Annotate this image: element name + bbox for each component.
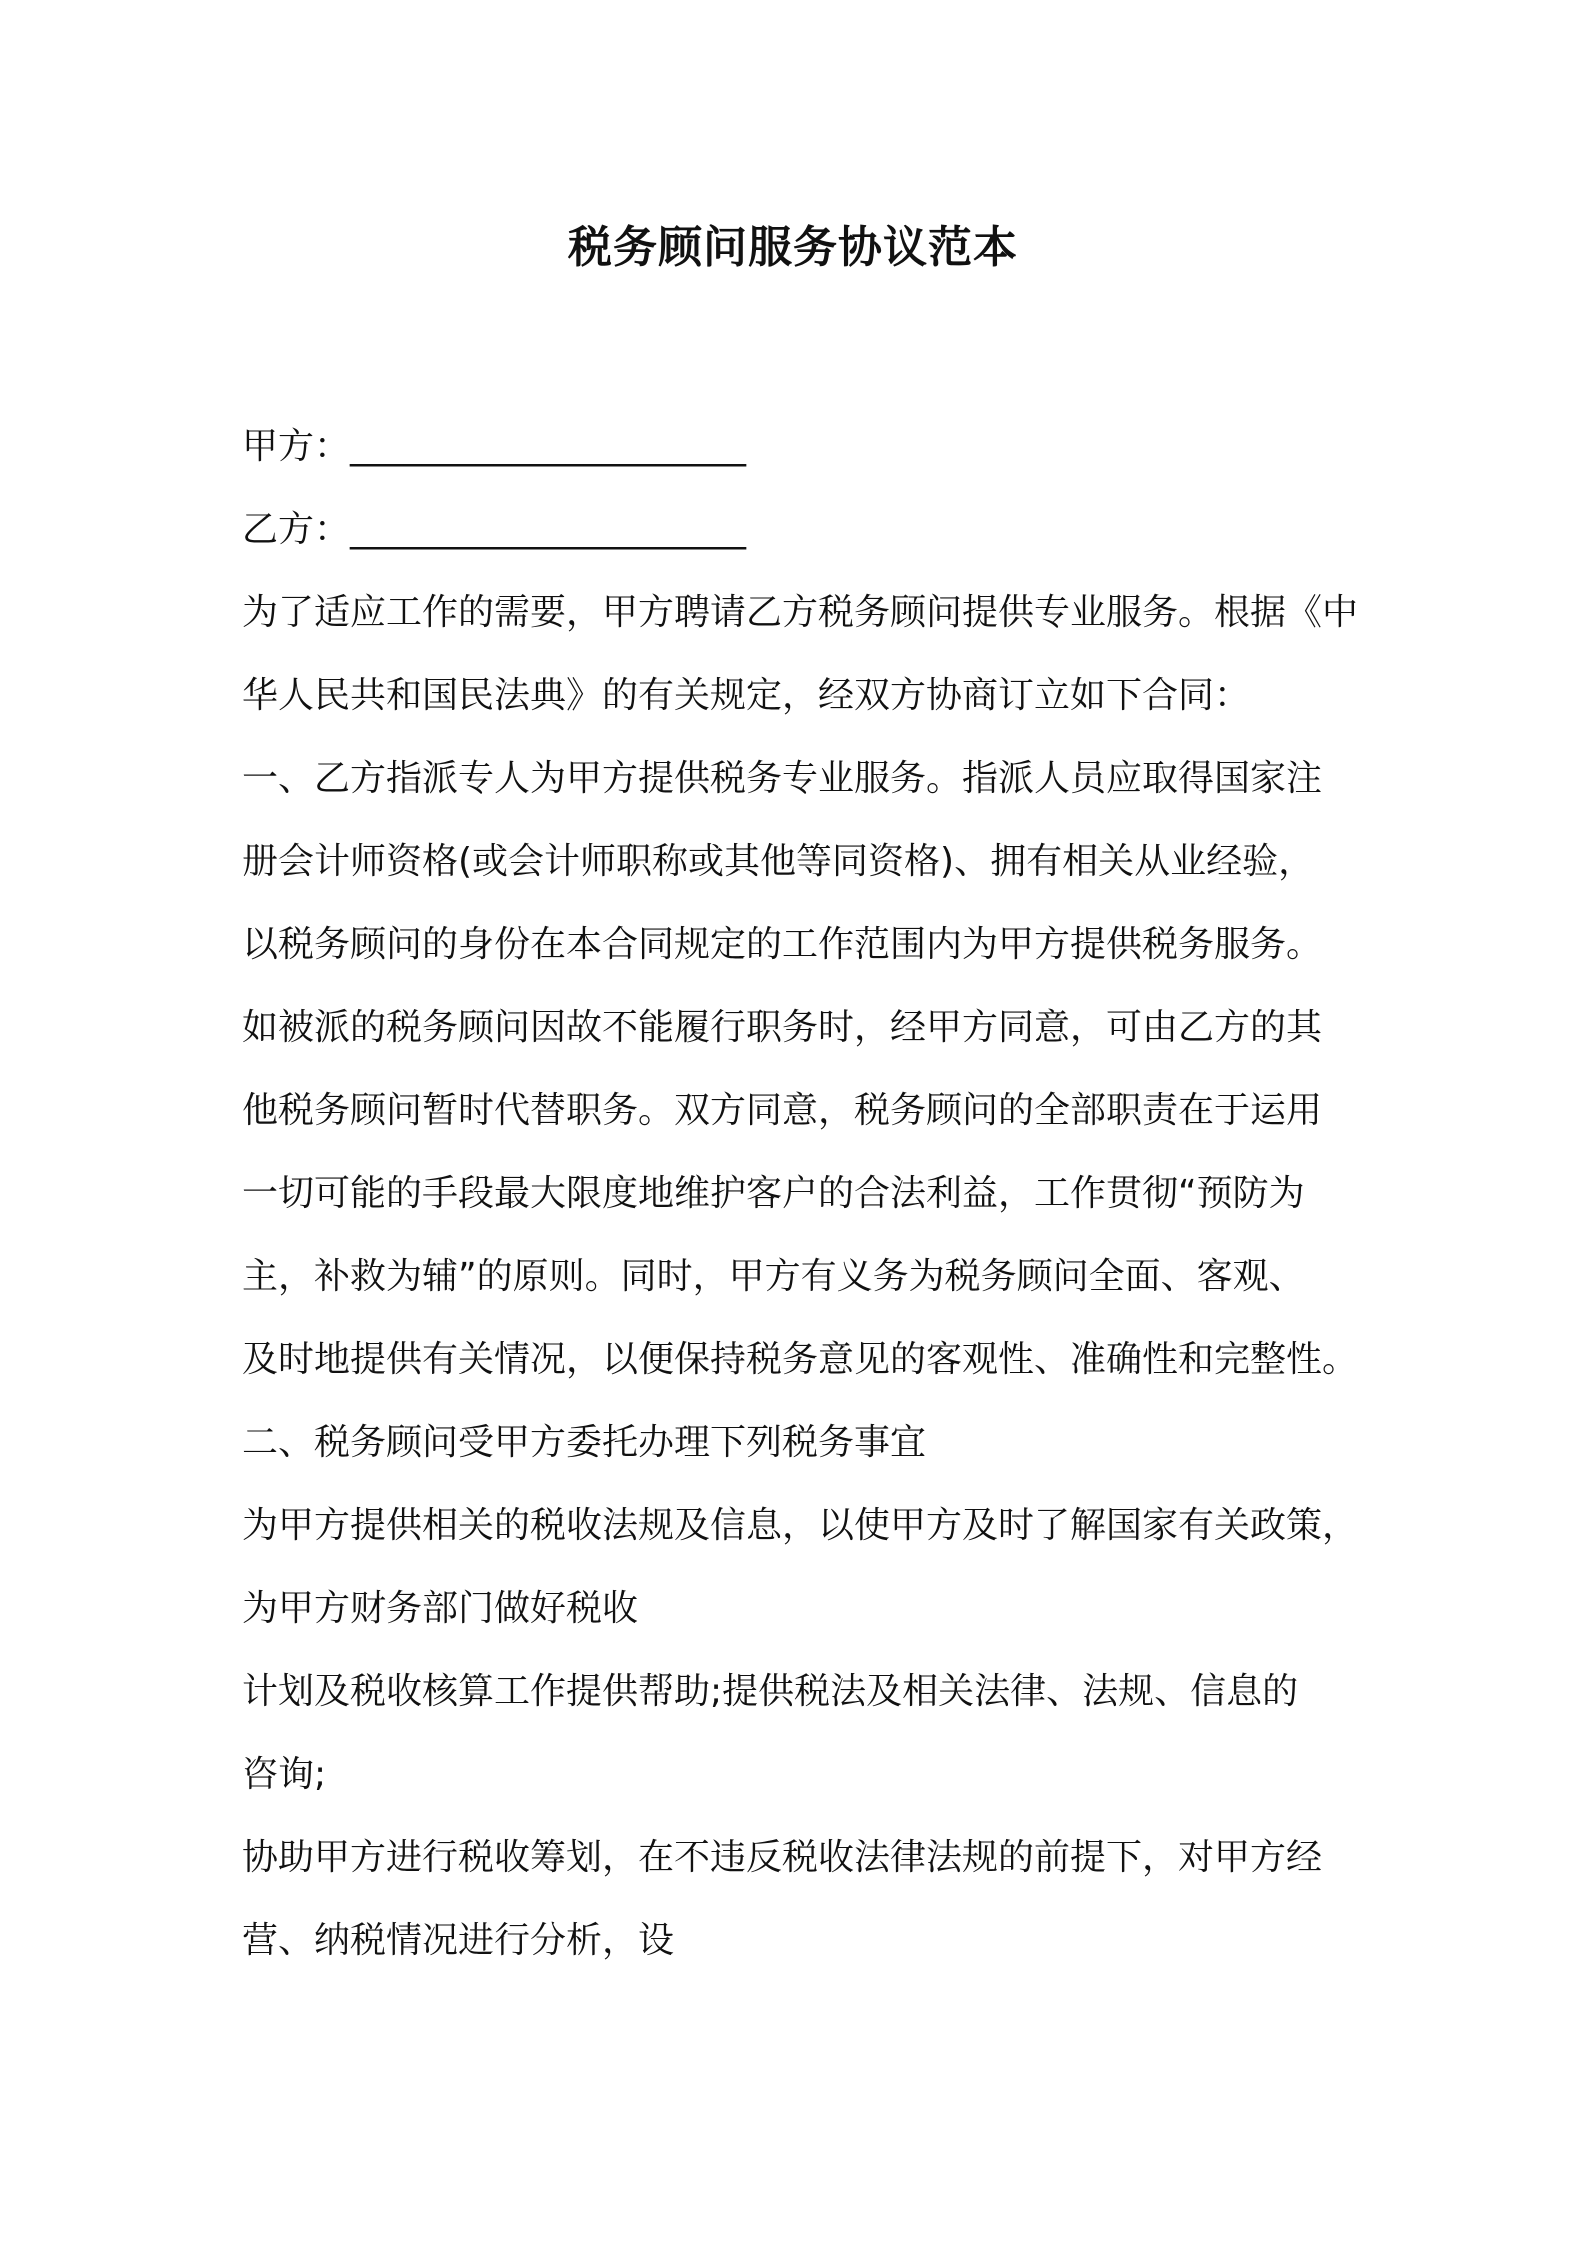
party-a-label: 甲方： xyxy=(242,426,351,467)
text-line: 及时地提供有关情况，以便保持税务意见的客观性、准确性和完整性。 xyxy=(242,1339,1359,1380)
document-title: 税务顾问服务协议范本 xyxy=(568,222,1018,273)
party-b-blank: ______________________ xyxy=(350,509,747,550)
party-b-line xyxy=(242,488,1372,571)
text-line: 一、乙方指派专人为甲方提供税务专业服务。指派人员应取得国家注 xyxy=(242,758,1323,799)
text-line: 华人民共和国民法典》的有关规定，经双方协商订立如下合同： xyxy=(242,675,1251,716)
text-line: 如被派的税务顾问因故不能履行职务时，经甲方同意，可由乙方的其 xyxy=(242,1007,1323,1048)
text-line: 咨询; xyxy=(242,1754,327,1795)
section-heading: 二、税务顾问受甲方委托办理下列税务事宜 xyxy=(242,1422,927,1463)
text-line: 册会计师资格(或会计师职称或其他等同资格)、拥有相关从业经验， xyxy=(242,841,1315,882)
party-a-line xyxy=(242,405,1372,488)
text-line: 为甲方提供相关的税收法规及信息，以使甲方及时了解国家有关政策， xyxy=(242,1505,1359,1546)
text-line: 为甲方财务部门做好税收 xyxy=(242,1588,639,1629)
party-a-blank: ______________________ xyxy=(350,426,747,467)
text-line: 一切可能的手段最大限度地维护客户的合法利益，工作贯彻“预防为 xyxy=(242,1173,1305,1214)
text-line: 以税务顾问的身份在本合同规定的工作范围内为甲方提供税务服务。 xyxy=(242,924,1323,965)
text-line: 为了适应工作的需要，甲方聘请乙方税务顾问提供专业服务。根据《中 xyxy=(242,592,1359,633)
text-line: 协助甲方进行税收筹划，在不违反税收法律法规的前提下，对甲方经 xyxy=(242,1837,1323,1878)
text-line: 主，补救为辅”的原则。同时，甲方有义务为税务顾问全面、客观、 xyxy=(242,1256,1305,1297)
text-line: 他税务顾问暂时代替职务。双方同意，税务顾问的全部职责在于运用 xyxy=(242,1090,1323,1131)
party-b-label: 乙方： xyxy=(242,509,351,550)
text-line: 计划及税收核算工作提供帮助;提供税法及相关法律、法规、信息的 xyxy=(242,1671,1299,1712)
document-body xyxy=(242,405,1372,1982)
text-line: 营、纳税情况进行分析，设 xyxy=(242,1920,675,1961)
